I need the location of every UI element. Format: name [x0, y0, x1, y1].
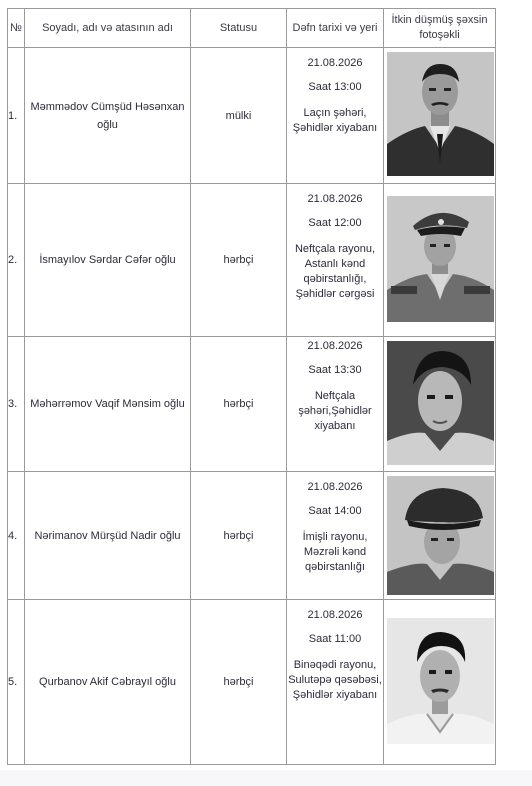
row-number: 4. — [8, 472, 25, 600]
table-row — [8, 472, 496, 600]
person-name: Qurbanov Akif Cəbrayıl oğlu — [25, 600, 191, 765]
table-row — [8, 184, 496, 337]
header-photo: İtkin düşmüş şəxsin fotoşəkli — [384, 9, 496, 48]
funeral-date: 21.08.2026 — [307, 481, 363, 493]
funeral-info — [287, 472, 384, 600]
photo-cell — [384, 184, 496, 337]
funeral-time: Saat 11:00 — [308, 633, 362, 645]
person-name: Nərimanov Mürşüd Nadir oğlu — [25, 472, 191, 600]
person-status: hərbçi — [191, 184, 287, 337]
photo-cell — [384, 600, 496, 765]
photo-cell — [384, 472, 496, 600]
funeral-table — [7, 8, 496, 765]
person-status: hərbçi — [191, 600, 287, 765]
funeral-place: Neftçala şəhəri,Şəhidlər xiyabanı — [298, 390, 372, 432]
funeral-info — [287, 600, 384, 765]
person-photo — [387, 618, 494, 744]
person-status: mülki — [191, 48, 287, 184]
person-status: hərbçi — [191, 472, 287, 600]
funeral-time: Saat 14:00 — [308, 505, 362, 517]
header-status: Statusu — [191, 9, 287, 48]
funeral-info — [287, 48, 384, 184]
funeral-date: 21.08.2026 — [307, 609, 363, 621]
row-number: 5. — [8, 600, 25, 765]
header-name: Soyadı, adı və atasının adı — [25, 9, 191, 48]
funeral-date: 21.08.2026 — [307, 193, 363, 205]
funeral-place: Neftçala rayonu, Astanlı kənd qəbirstanlığı, Şəhidlər cərgəsi — [294, 243, 376, 300]
funeral-time: Saat 12:00 — [308, 217, 362, 229]
person-photo — [387, 341, 494, 465]
photo-cell — [384, 48, 496, 184]
row-number: 1. — [8, 48, 25, 184]
person-photo — [387, 196, 494, 322]
funeral-time: Saat 13:30 — [308, 364, 362, 376]
funeral-info — [287, 337, 384, 472]
funeral-date: 21.08.2026 — [307, 57, 363, 69]
table-row — [8, 600, 496, 765]
row-number: 3. — [8, 337, 25, 472]
table-row — [8, 48, 496, 184]
funeral-place: İmişli rayonu, Məzrəli kənd qəbirstanlığı — [302, 531, 368, 573]
funeral-place: Laçın şəhəri, Şəhidlər xiyabanı — [292, 107, 378, 134]
funeral-place: Binəqədi rayonu, Sulutəpə qəsəbəsi, Şəhidlər xiyabanı — [288, 659, 382, 701]
person-photo — [387, 476, 494, 595]
person-status: hərbçi — [191, 337, 287, 472]
table-header-row — [8, 9, 496, 48]
person-photo — [387, 52, 494, 176]
header-num: № — [8, 9, 25, 48]
person-name: Məmmədov Cümşüd Həsənxan oğlu — [25, 48, 191, 184]
table-row — [8, 337, 496, 472]
header-funeral: Dəfn tarixi və yeri — [287, 9, 384, 48]
person-name: Məhərrəmov Vaqif Mənsim oğlu — [25, 337, 191, 472]
funeral-date: 21.08.2026 — [307, 340, 363, 352]
photo-cell — [384, 337, 496, 472]
person-name: İsmayılov Sərdar Cəfər oğlu — [25, 184, 191, 337]
funeral-info — [287, 184, 384, 337]
funeral-time: Saat 13:00 — [308, 81, 362, 93]
page-bottom-strip — [0, 770, 532, 786]
row-number: 2. — [8, 184, 25, 337]
